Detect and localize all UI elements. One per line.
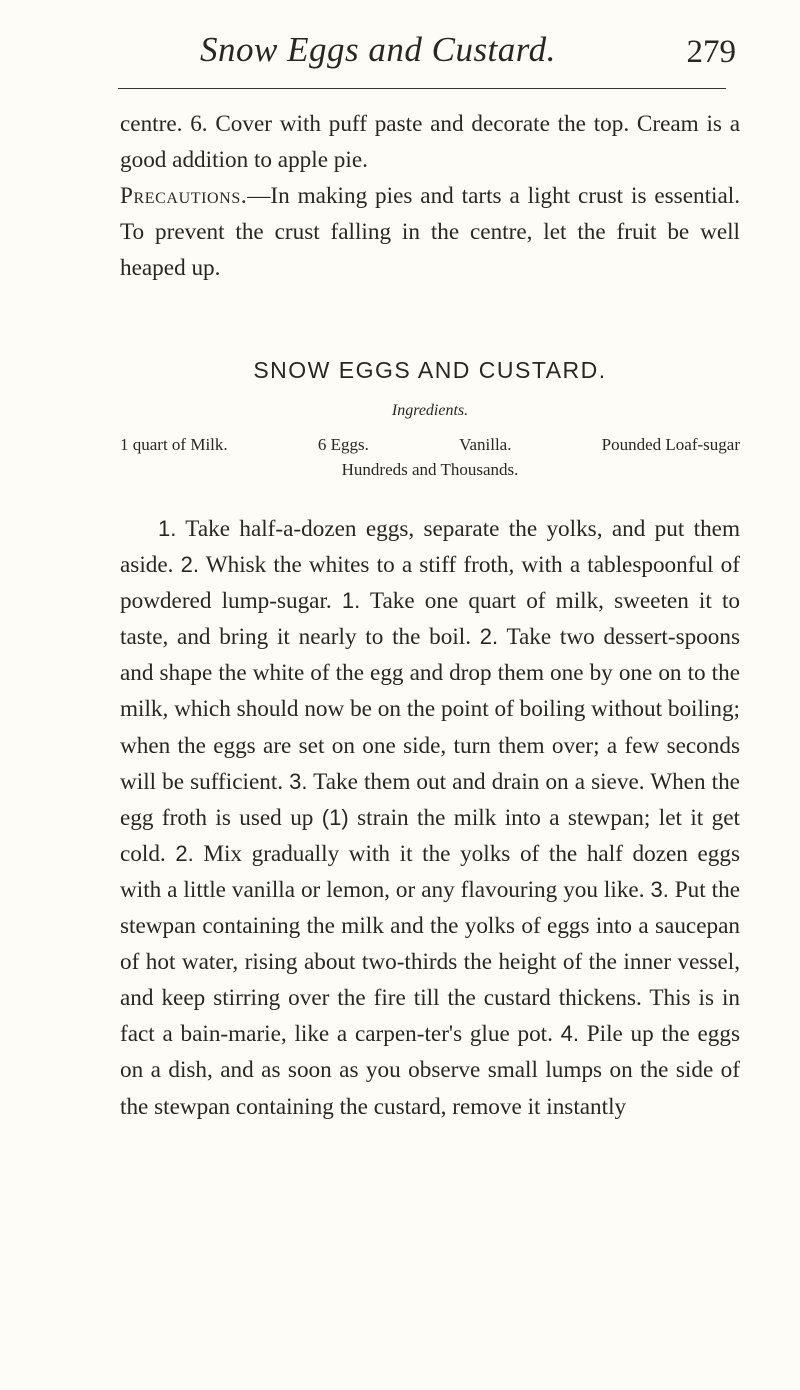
step-number: 2. [180,552,199,578]
recipe-title: SNOW EGGS AND CUSTARD. [253,357,607,383]
paragraph-continuation [120,106,740,286]
step-text: Take them out and drain on a sieve. When the egg froth is used up [120,768,740,831]
ingredient-item: 6 Eggs. [317,435,369,454]
ingredient-item: Hundreds and Thousands. [341,460,519,479]
running-head [118,30,738,80]
step-number: 3. [289,768,308,794]
ingredient-item: 1 quart of Milk. [120,435,228,454]
header-rule [118,88,726,89]
ingredient-item: Pounded Loaf-sugar [601,435,740,454]
step-number: (1) [321,804,349,830]
paragraph-part-a: centre. 6. Cover with puff paste and decorate the top. Cream is a good addition to apple pie. [120,111,740,174]
step-number: 1. [341,588,361,614]
step-number: 2. [479,624,499,650]
step-text: strain the milk into a stewpan; let it get cold. [120,804,740,867]
paragraph-part-b: —In making pies and tarts a light crust is essential. To prevent the crust falling in the centre, let the fruit be well heaped up. [120,183,740,282]
step-text: Put the stewpan containing the milk and the yolks of eggs into a saucepan of hot water, rising about two-thirds the height of the inner vessel, and keep stirring over the fire till the custard thickens. This is in fact a bain-marie, like a carpen-ter's glue pot. [120,876,741,1048]
step-number: 4. [560,1021,579,1047]
method-text [120,511,740,1125]
precautions-label: Precautions. [120,183,248,210]
step-text: Take half-a-dozen eggs, separate the yolks, and put them aside. [120,516,740,579]
method-paragraph [120,511,740,1125]
step-text: Pile up the eggs on a dish, and as soon as you observe small lumps on the side of the stewpan containing the custard, remove it instantly [120,1021,740,1120]
step-number: 1. [158,516,177,541]
paragraph-text [120,106,740,286]
step-text: Take one quart of milk, sweeten it to taste, and bring it nearly to the boil. [120,588,740,651]
page-number: 279 [686,34,736,70]
running-title: Snow Eggs and Custard. [200,30,556,69]
ingredients-list [120,432,740,482]
step-text: Take two dessert-spoons and shape the white of the egg and drop them one by one on to the milk, which should now be on the point of boiling without boiling; when the eggs are set on one side, turn them over; a few seconds will be sufficient. [120,624,740,795]
ingredients-label: Ingredients. [391,402,469,419]
step-number: 2. [175,840,194,866]
step-number: 3. [650,876,669,902]
step-text: Whisk the whites to a stiff froth, with a tablespoonful of powdered lump-sugar. [120,552,740,615]
step-text: Mix gradually with it the yolks of the half dozen eggs with a little vanilla or lemon, or any flavouring you like. [120,840,740,903]
ingredient-item: Vanilla. [459,435,512,454]
